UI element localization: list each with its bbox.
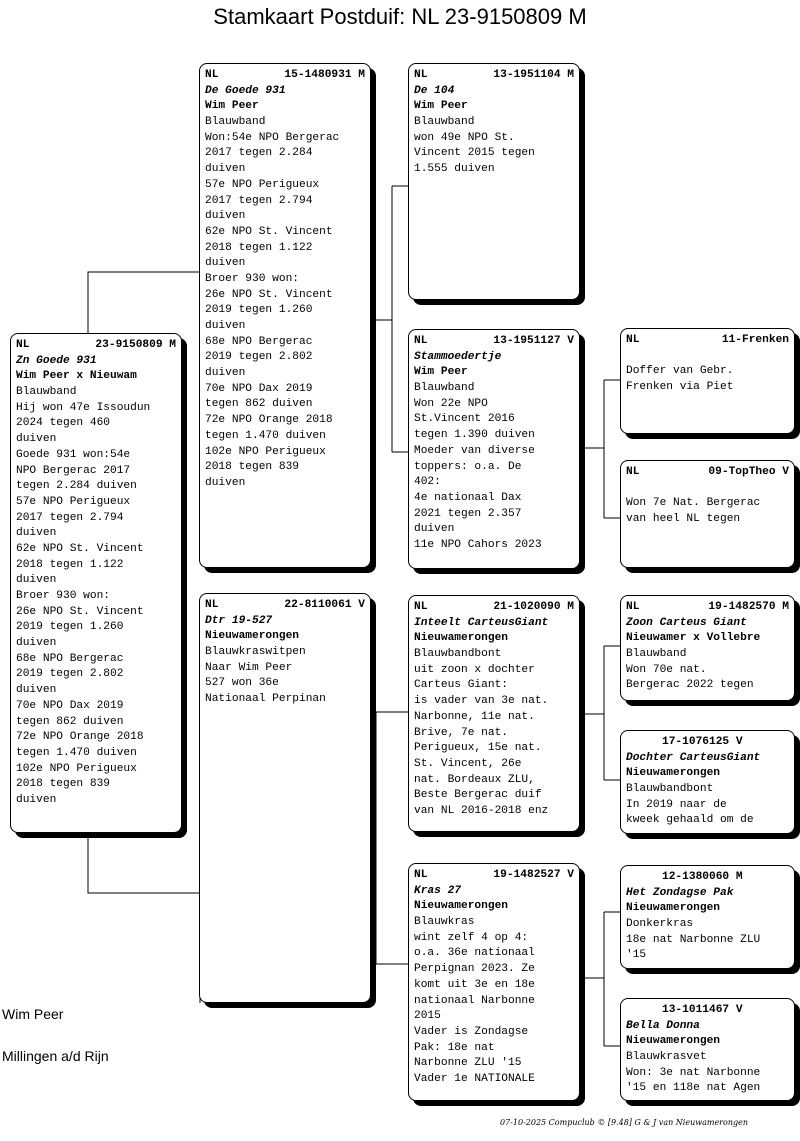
pigeon-note-line: Frenken via Piet [626, 381, 734, 394]
pigeon-name: Zn Goede 931 [16, 354, 97, 367]
ring-number-row [205, 598, 365, 614]
pigeon-note-line: 2024 tegen 460 [16, 417, 110, 430]
software-credit: 07-10-2025 Compuclub © [9.48] G & J van Nieuwamerongen [500, 1118, 748, 1127]
ring-number-row [414, 68, 574, 84]
pigeon-note-line: Blauwbandbont [414, 648, 502, 661]
pigeon-card-father-mother-father [620, 328, 795, 434]
pigeon-note-line: won 49e NPO St. [414, 131, 515, 144]
pigeon-card-subject [10, 333, 182, 833]
country-prefix: NL [414, 335, 428, 347]
pigeon-note-line: 2019 tegen 2.802 [205, 351, 313, 364]
ring-number: 17-1076125 V [662, 736, 743, 748]
ring-number: 11-Frenken [721, 334, 789, 346]
pigeon-card-mother-father [408, 595, 580, 832]
pigeon-note-line: duiven [16, 433, 57, 446]
pigeon-note-line: 57e NPO Perigueux [16, 495, 131, 508]
pigeon-note-line: van heel NL tegen [626, 513, 741, 526]
ring-number: 09-TopTheo V [708, 466, 789, 478]
pigeon-name: Kras 27 [414, 884, 461, 897]
pigeon-note-line: toppers: o.a. De [414, 460, 522, 473]
country-prefix: NL [205, 69, 219, 81]
pigeon-note-line: tegen 862 duiven [16, 715, 124, 728]
breeder-name: Nieuwamerongen [205, 630, 299, 643]
ring-number: 12-1380060 M [662, 871, 743, 883]
pigeon-note-line: Blauwkras [414, 916, 475, 929]
pigeon-note-line: duiven [16, 574, 57, 587]
breeder-name: Nieuwamerongen [626, 902, 720, 915]
pigeon-note-line: komt uit 3e en 18e [414, 978, 535, 991]
ring-number: 19-1482570 M [708, 601, 789, 613]
pigeon-note-line: wint zelf 4 op 4: [414, 931, 529, 944]
pigeon-note-line: 62e NPO St. Vincent [205, 225, 333, 238]
ring-number-row [626, 333, 789, 349]
pigeon-note-line: is vader van 3e nat. [414, 695, 549, 708]
pigeon-note-line: Bergerac 2022 tegen [626, 679, 754, 692]
ring-number: 23-9150809 M [95, 339, 176, 351]
breeder-name: Wim Peer [205, 100, 259, 113]
pigeon-name: Stammoedertje [414, 350, 502, 363]
pigeon-note-line: nat. Bordeaux ZLU, [414, 773, 535, 786]
pigeon-note-line: Narbonne, 11e nat. [414, 710, 535, 723]
pigeon-note-line: 4e nationaal Dax [414, 491, 522, 504]
pigeon-note-line: '15 en 118e nat Agen [626, 1082, 761, 1095]
pigeon-note-line: 70e NPO Dax 2019 [16, 699, 124, 712]
pigeon-note-line: 2019 tegen 2.802 [16, 668, 124, 681]
pigeon-name: Dochter CarteusGiant [626, 751, 761, 764]
pigeon-note-line: Brive, 7e nat. [414, 726, 508, 739]
ring-number-row [414, 868, 574, 884]
pigeon-note-line: duiven [205, 163, 246, 176]
pigeon-note-line: 2017 tegen 2.794 [16, 511, 124, 524]
pigeon-note-line: uit zoon x dochter [414, 663, 535, 676]
pigeon-note-line: duiven [16, 637, 57, 650]
pigeon-note-line: tegen 862 duiven [205, 398, 313, 411]
pigeon-note-line: 26e NPO St. Vincent [16, 605, 144, 618]
pigeon-note-line: tegen 2.284 duiven [16, 480, 137, 493]
ring-spacer [626, 870, 662, 886]
pigeon-note-line: In 2019 naar de [626, 798, 727, 811]
pigeon-note-line: Won 22e NPO [414, 397, 488, 410]
pigeon-note-line: duiven [16, 793, 57, 806]
pigeon-note-line: 402: [414, 476, 441, 489]
breeder-name: Nieuwamerongen [626, 1035, 720, 1048]
pigeon-note-line: Pak: 18e nat [414, 1041, 495, 1054]
pigeon-note-line: Hij won 47e Issoudun [16, 401, 151, 414]
pigeon-note-line: duiven [205, 367, 246, 380]
pigeon-note-line: Blauwkraswitpen [205, 646, 306, 659]
pigeon-note-line: duiven [205, 257, 246, 270]
ring-number-row [16, 338, 176, 354]
country-prefix: NL [16, 339, 30, 351]
ring-number: 13-1951104 M [493, 69, 574, 81]
pigeon-note-line: van NL 2016-2018 enz [414, 804, 549, 817]
country-prefix: NL [414, 601, 428, 613]
pigeon-note-line: 68e NPO Bergerac [16, 652, 124, 665]
pigeon-note-line: 11e NPO Cahors 2023 [414, 538, 542, 551]
pigeon-note-line: tegen 1.470 duiven [205, 429, 326, 442]
pigeon-note-line: Vader is Zondagse [414, 1025, 529, 1038]
pigeon-card-father-father [408, 63, 580, 300]
pigeon-note-line: 2018 tegen 839 [205, 461, 299, 474]
pigeon-note-line: Broer 930 won: [16, 590, 110, 602]
ring-number-row [205, 68, 365, 84]
pigeon-note-line: tegen 1.390 duiven [414, 429, 535, 442]
pigeon-note-line: 57e NPO Perigueux [205, 178, 320, 191]
pigeon-card-mother-father-mother [620, 730, 795, 834]
ring-number: 15-1480931 M [284, 69, 365, 81]
pigeon-note-line: Narbonne ZLU '15 [414, 1057, 522, 1070]
pigeon-note-line: Perigueux, 15e nat. [414, 742, 542, 755]
country-prefix: NL [414, 869, 428, 881]
pigeon-note-line: 72e NPO Orange 2018 [16, 731, 144, 744]
country-prefix: NL [205, 599, 219, 611]
owner-name: Wim Peer [2, 1006, 64, 1022]
pigeon-note-line: Won: 3e nat Narbonne [626, 1066, 761, 1079]
ring-number-row [626, 465, 789, 481]
pigeon-note-line: Naar Wim Peer [205, 661, 293, 674]
ring-number: 19-1482527 V [493, 869, 574, 881]
country-prefix: NL [626, 601, 640, 613]
pigeon-note-line: Blauwband [16, 386, 77, 399]
pigeon-note-line: '15 [626, 949, 647, 962]
pigeon-note-line: Moeder van diverse [414, 444, 535, 457]
pigeon-note-line: 102e NPO Perigueux [16, 762, 137, 775]
pigeon-note-line: Blauwkrasvet [626, 1051, 707, 1064]
pigeon-note-line: 2019 tegen 1.260 [16, 621, 124, 634]
pigeon-note-line: duiven [205, 476, 246, 489]
pigeon-note-line: St.Vincent 2016 [414, 413, 515, 426]
pigeon-note-line: Won:54e NPO Bergerac [205, 131, 340, 144]
breeder-name: Wim Peer x Nieuwam [16, 370, 137, 383]
pigeon-note-line: tegen 1.470 duiven [16, 746, 137, 759]
pigeon-card-mother-mother-father [620, 865, 795, 969]
breeder-name: Nieuwamerongen [626, 767, 720, 780]
pigeon-name: Inteelt CarteusGiant [414, 616, 549, 629]
pigeon-note-line: Won 7e Nat. Bergerac [626, 497, 761, 510]
pigeon-note-line: Doffer van Gebr. [626, 365, 734, 378]
ring-number-row [414, 600, 574, 616]
ring-spacer [626, 735, 662, 751]
pigeon-note-line: 26e NPO St. Vincent [205, 288, 333, 301]
breeder-name: Nieuwamerongen [414, 632, 508, 645]
pigeon-name: Het Zondagse Pak [626, 886, 734, 899]
page-title: Stamkaart Postduif: NL 23-9150809 M [213, 4, 587, 29]
pigeon-note-line: Blauwband [626, 648, 687, 661]
pigeon-card-father-mother-mother [620, 460, 795, 568]
pigeon-note-line: o.a. 36e nationaal [414, 947, 535, 960]
pigeon-note-line: duiven [16, 684, 57, 697]
pigeon-note-line: duiven [16, 527, 57, 540]
pigeon-note-line: 2017 tegen 2.794 [205, 194, 313, 207]
pigeon-note-line: Goede 931 won:54e [16, 448, 131, 461]
ring-number-row [626, 600, 789, 616]
pigeon-note-line: Broer 930 won: [205, 272, 299, 285]
breeder-name: Nieuwamer x Vollebre [626, 632, 761, 645]
ring-spacer [626, 1003, 662, 1019]
pigeon-note-line: Beste Bergerac duif [414, 789, 542, 802]
pigeon-note-line: duiven [205, 320, 246, 332]
pigeon-note-line [626, 349, 789, 365]
breeder-name: Wim Peer [414, 100, 468, 113]
pigeon-note-line: 2015 [414, 1010, 441, 1023]
pigeon-card-mother-mother-mother [620, 998, 795, 1101]
pigeon-note-line: 1.555 duiven [414, 163, 495, 176]
country-prefix: NL [626, 466, 640, 478]
pigeon-note-line: 2018 tegen 1.122 [205, 241, 313, 254]
ring-number: 13-1951127 V [493, 335, 574, 347]
country-prefix: NL [414, 69, 428, 81]
pigeon-note-line: duiven [414, 523, 455, 536]
pigeon-note-line: 2018 tegen 839 [16, 778, 110, 791]
pigeon-note-line: St. Vincent, 26e [414, 757, 522, 770]
breeder-name: Nieuwamerongen [414, 900, 508, 913]
ring-number: 21-1020090 M [493, 601, 574, 613]
pigeon-note-line: Vader 1e NATIONALE [414, 1072, 535, 1085]
ring-number-row [626, 1003, 789, 1019]
pigeon-note-line: duiven [205, 210, 246, 223]
owner-place: Millingen a/d Rijn [2, 1048, 109, 1064]
pigeon-note-line: 2021 tegen 2.357 [414, 507, 522, 520]
pigeon-card-father-mother [408, 329, 580, 569]
pigeon-note-line: kweek gehaald om de [626, 814, 754, 827]
country-prefix: NL [626, 334, 640, 346]
ring-number-row [414, 334, 574, 350]
ring-number: 13-1011467 V [662, 1004, 743, 1016]
pigeon-note-line: 2017 tegen 2.284 [205, 147, 313, 160]
pigeon-note-line: Vincent 2015 tegen [414, 147, 535, 160]
ring-number-row [626, 870, 789, 886]
pigeon-note-line: Blauwbandbont [626, 783, 714, 796]
pigeon-note-line [626, 481, 789, 497]
pigeon-note-line: 2018 tegen 1.122 [16, 558, 124, 571]
pigeon-note-line: 2019 tegen 1.260 [205, 304, 313, 317]
pigeon-card-mother-father-father [620, 595, 795, 701]
pigeon-note-line: NPO Bergerac 2017 [16, 464, 131, 477]
pigeon-note-line: Perpignan 2023. Ze [414, 963, 535, 976]
pigeon-note-line: Carteus Giant: [414, 679, 508, 692]
pigeon-name: De 104 [414, 84, 455, 97]
pigeon-name: Bella Donna [626, 1019, 700, 1032]
pigeon-card-mother [199, 593, 371, 1003]
pigeon-name: Zoon Carteus Giant [626, 616, 747, 629]
pigeon-card-father [199, 63, 371, 568]
pigeon-note-line: 527 won 36e [205, 677, 279, 690]
pigeon-note-line: 70e NPO Dax 2019 [205, 382, 313, 395]
pigeon-note-line: 68e NPO Bergerac [205, 335, 313, 348]
pigeon-note-line: 18e nat Narbonne ZLU [626, 933, 761, 946]
pigeon-note-line: Won 70e nat. [626, 663, 707, 676]
pigeon-note-line: Blauwband [414, 116, 475, 129]
breeder-name: Wim Peer [414, 366, 468, 379]
ring-number: 22-8110061 V [284, 599, 365, 611]
pigeon-note-line: 62e NPO St. Vincent [16, 542, 144, 555]
pigeon-note-line: Blauwband [414, 382, 475, 395]
pigeon-note-line: Donkerkras [626, 918, 694, 931]
pigeon-card-mother-mother [408, 863, 580, 1101]
pigeon-note-line: 72e NPO Orange 2018 [205, 414, 333, 427]
pigeon-note-line: 102e NPO Perigueux [205, 445, 326, 458]
pigeon-note-line: Nationaal Perpinan [205, 693, 326, 706]
pigeon-note-line: nationaal Narbonne [414, 994, 535, 1007]
pigeon-note-line: Blauwband [205, 116, 266, 129]
ring-number-row [626, 735, 789, 751]
pigeon-name: De Goede 931 [205, 84, 286, 97]
pigeon-name: Dtr 19-527 [205, 614, 273, 627]
